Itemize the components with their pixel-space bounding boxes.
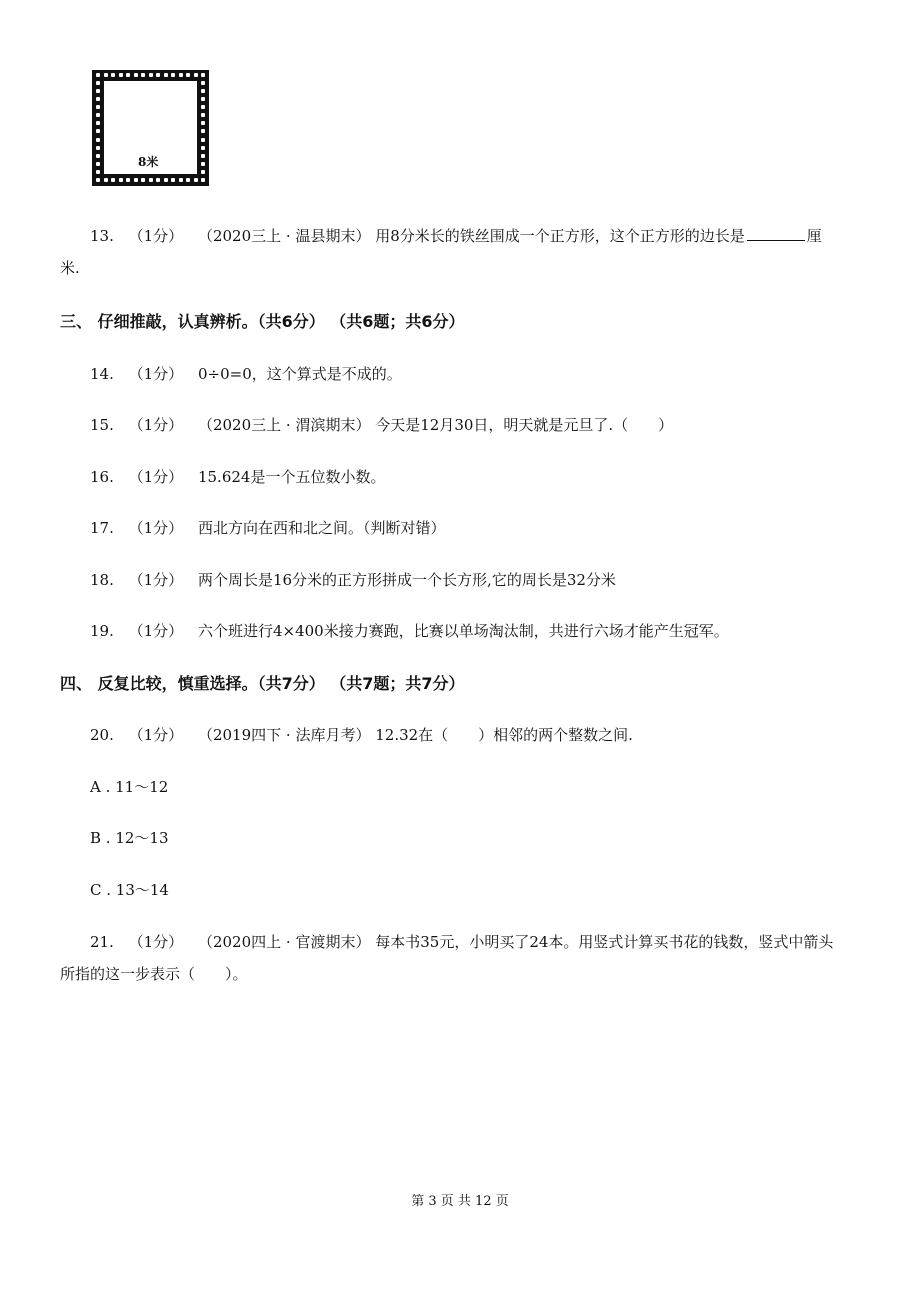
question-13-continuation: 米. xyxy=(60,259,80,277)
question-17 xyxy=(90,518,445,538)
frame-dots-right xyxy=(201,81,205,174)
question-text: 西北方向在西和北之间。（判断对错） xyxy=(197,519,446,537)
question-score: （1分） xyxy=(128,519,184,537)
question-text: 六个班进行4×400米接力赛跑，比赛以单场淘汰制，共进行六场才能产生冠军。 xyxy=(197,622,729,640)
question-score: （1分） xyxy=(128,365,184,383)
question-13 xyxy=(90,226,822,246)
figure-side-label: 8米 xyxy=(138,155,159,169)
question-score: （1分） xyxy=(128,227,184,245)
question-number: 18. xyxy=(90,571,114,589)
question-15 xyxy=(90,415,673,435)
section-3-heading: 三、 仔细推敲，认真辨析。（共6分） （共6题；共6分） xyxy=(60,312,465,331)
question-19 xyxy=(90,621,729,641)
frame-dots-left xyxy=(96,81,100,174)
option-a[interactable]: A . 11～12 xyxy=(90,778,169,796)
question-number: 15. xyxy=(90,416,114,434)
question-21 xyxy=(90,932,833,952)
question-source: （2019四下 · 法库月考） xyxy=(197,726,371,744)
question-number: 17. xyxy=(90,519,114,537)
question-score: （1分） xyxy=(128,416,184,434)
section-4-heading: 四、 反复比较，慎重选择。（共7分） （共7题；共7分） xyxy=(60,674,465,693)
answer-blank[interactable] xyxy=(747,226,805,241)
question-16 xyxy=(90,467,385,487)
question-number: 16. xyxy=(90,468,114,486)
question-number: 21. xyxy=(90,933,114,951)
question-source: （2020四上 · 官渡期末） xyxy=(197,933,371,951)
question-score: （1分） xyxy=(128,622,184,640)
question-text: 0÷0=0，这个算式是不成的。 xyxy=(197,365,402,383)
question-text: 每本书35元，小明买了24本。用竖式计算买书花的钱数，竖式中箭头 xyxy=(375,933,834,951)
question-number: 19. xyxy=(90,622,114,640)
question-text: 今天是12月30日，明天就是元旦了.（ ） xyxy=(375,416,674,434)
question-20 xyxy=(90,725,633,745)
question-score: （1分） xyxy=(128,726,184,744)
question-score: （1分） xyxy=(128,468,184,486)
question-14 xyxy=(90,364,402,384)
question-source: （2020三上 · 温县期末） xyxy=(197,227,371,245)
frame-dots-top xyxy=(96,73,205,77)
question-text: 用8分米长的铁丝围成一个正方形，这个正方形的边长是 xyxy=(375,227,745,245)
question-text: 15.624是一个五位数小数。 xyxy=(197,468,386,486)
option-b[interactable]: B . 12～13 xyxy=(90,829,169,847)
question-text: 12.32在（ ）相邻的两个整数之间. xyxy=(375,726,633,744)
question-score: （1分） xyxy=(128,933,184,951)
question-21-continuation: 所指的这一步表示（ ）。 xyxy=(60,965,248,983)
question-score: （1分） xyxy=(128,571,184,589)
question-number: 14. xyxy=(90,365,114,383)
question-text: 两个周长是16分米的正方形拼成一个长方形,它的周长是32分米 xyxy=(197,571,616,589)
question-number: 13. xyxy=(90,227,114,245)
frame-dots-bottom xyxy=(96,178,205,182)
question-text-end: 厘 xyxy=(806,227,822,245)
question-number: 20. xyxy=(90,726,114,744)
option-c[interactable]: C . 13～14 xyxy=(90,881,169,899)
question-source: （2020三上 · 渭滨期末） xyxy=(197,416,371,434)
question-18 xyxy=(90,570,616,590)
page-footer: 第 3 页 共 12 页 xyxy=(411,1194,509,1209)
